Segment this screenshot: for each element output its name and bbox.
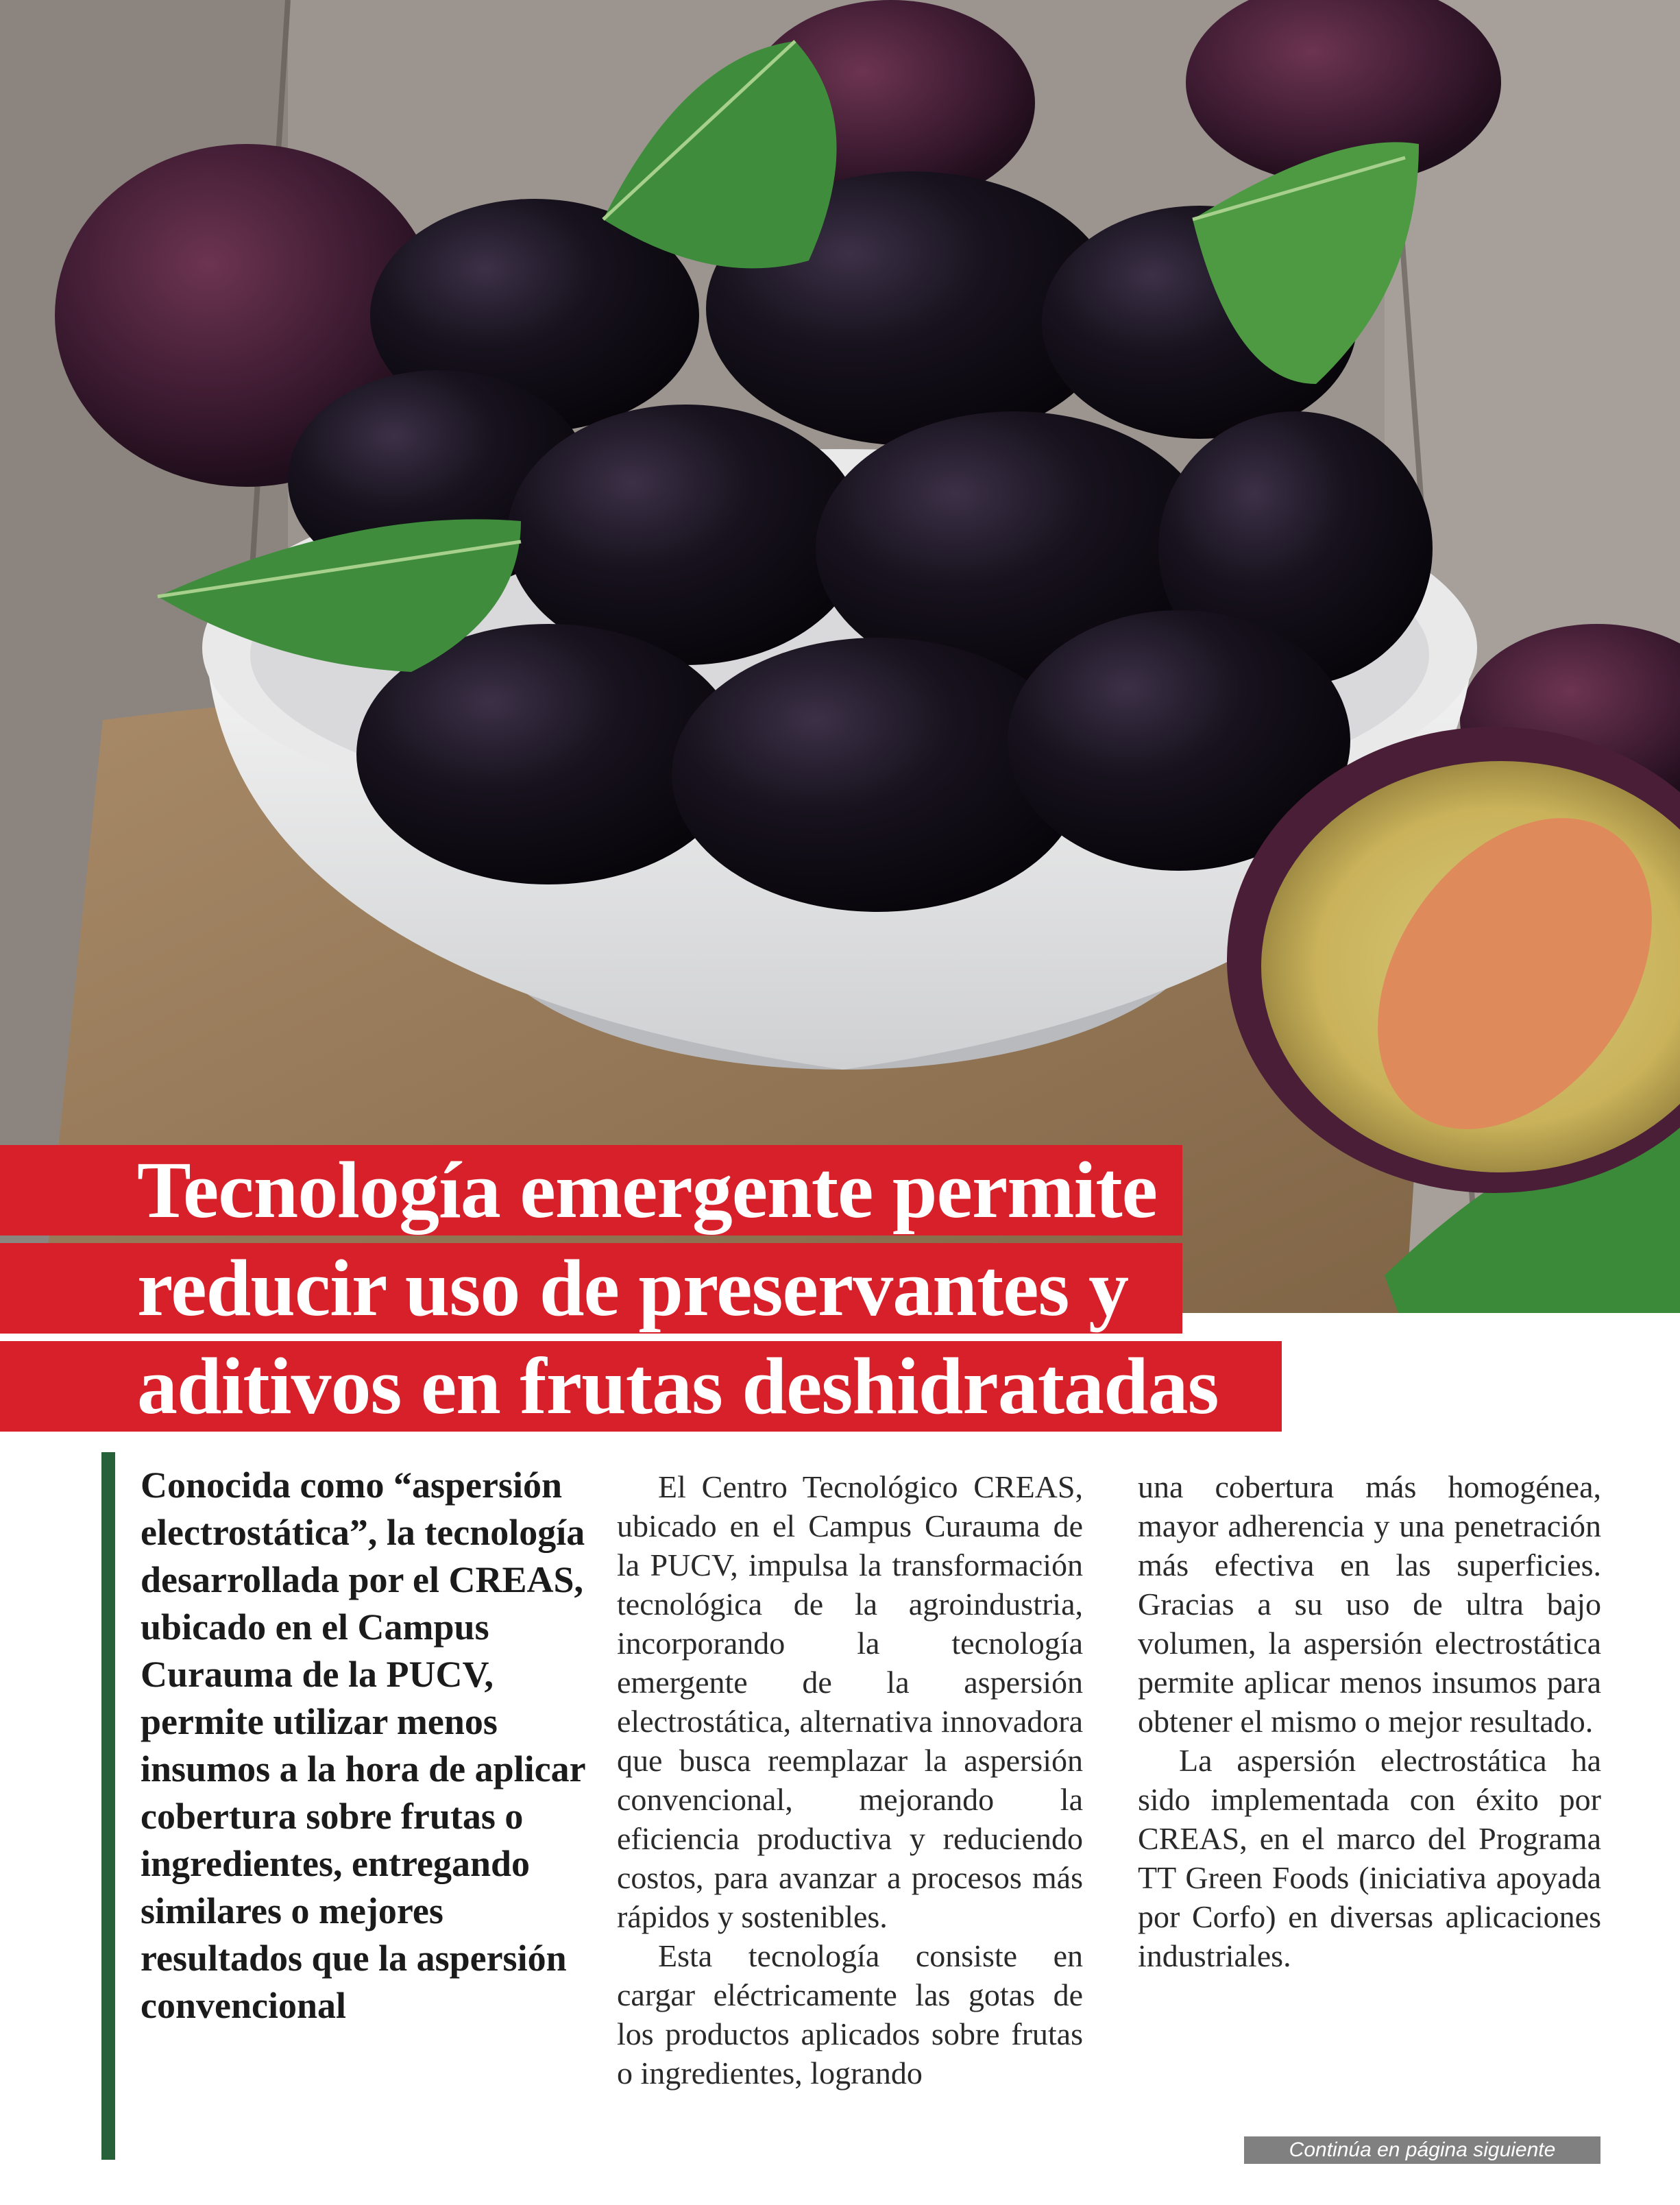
lead-accent-bar	[101, 1452, 115, 2160]
headline-line-3	[0, 1341, 1282, 1432]
lead-paragraph: Conocida como “aspersión electrostática”, la tecnología desarrollada por el CREAS, ubicado en el Campus Curauma de la PUCV, permite utilizar menos insumos a la hora de aplicar cobertura sobre frutas o ingredientes, entregando similares o mejores resultados que la aspersión convencional	[141, 1465, 585, 2026]
headline-line-1	[0, 1145, 1182, 1236]
continue-next-page-label[interactable]: Continúa en página siguiente	[1244, 2136, 1600, 2164]
body-paragraph: El Centro Tecnológico CREAS, ubicado en el Campus Curauma de la PUCV, impulsa la transformación tecnológica de la agroindustria, incorporando la tecnología emergente de la aspersión electrostática, alternativa innovadora que busca reemplazar la aspersión convencional, mejorando la eficiencia productiva y reduciendo costos, para avanzar a procesos más rápidos y sostenibles.	[617, 1469, 1083, 1934]
body-column-3	[1138, 1467, 1601, 1975]
headline-text-3: aditivos en frutas deshidratadas	[137, 1341, 1219, 1431]
headline-line-2	[0, 1243, 1182, 1334]
body-paragraph: La aspersión electrostática ha sido implementada con éxito por CREAS, en el marco del Programa TT Green Foods (iniciativa apoyada por Corfo) en diversas aplicaciones industriales.	[1138, 1743, 1601, 1973]
body-paragraph: Esta tecnología consiste en cargar eléctricamente las gotas de los productos aplicados sobre frutas o ingredientes, logrando	[617, 1938, 1083, 2090]
headline-text-2: reducir uso de preservantes y	[137, 1243, 1128, 1333]
headline-text-1: Tecnología emergente permite	[137, 1145, 1158, 1235]
body-paragraph: una cobertura más homogénea, mayor adherencia y una penetración más efectiva en las superficies. Gracias a su uso de ultra bajo volumen, la aspersión electrostática permite aplicar menos insumos para obtener el mismo o mejor resultado.	[1138, 1469, 1601, 1739]
body-column-2	[617, 1467, 1083, 2093]
